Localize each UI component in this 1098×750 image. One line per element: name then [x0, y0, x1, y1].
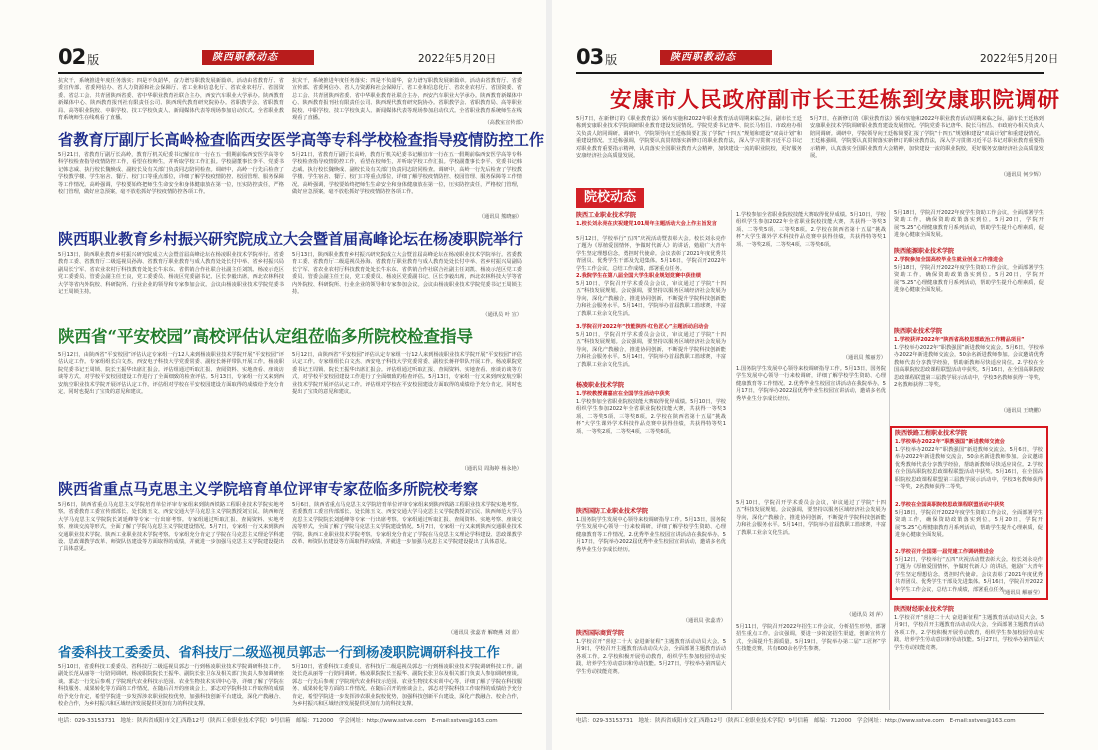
school-heading: 陕西职业技术学院 [894, 328, 943, 335]
page-number [576, 44, 616, 70]
footer-rule [576, 713, 1044, 714]
masthead: 陕西职教动态 [202, 50, 314, 65]
issue-date: 2022年5月20日 [418, 53, 497, 65]
article-text: 5月11日，学院召开2022年招生工作会议，分析招生形势，部署招生重点工作。会议强调，要进一步拓宽招生渠道，创新宣传方式，全面提升生源质量。5月19日，学院举办第二届“工匠杯”学生技能竞赛，共有600余名学生参赛。 [736, 624, 886, 653]
article-text: 5月7日，在新修订的《职业教育法》颁布实施和2022年职业教育活动周期来临之际，副市长王廷栋到安康职业技术学院调研职业教育建设发展情况。学院党委书记唐华、院长马恒昌、市政府办相关负责人陪同调研。调研中，学院领导向王廷栋简要汇报了学院“十四五”规划和建设“双高计划”和重建设情况。王廷栋强调，学院要认真贯彻落实新修订的职业教育法，深入学习贯彻习近平总书记对职业教育重要指示精神，认真落实全国职业教育大会精神，加快建设一流的职业院校，更好服务安康经济社会高质量发展。 [576, 116, 802, 159]
school-heading: 杨凌职业技术学院 [576, 382, 625, 389]
right-page [552, 0, 1098, 750]
article-text: 抗灾干，系统推进年度任务落实；四是不负韶华，奋力谱写职教发展新篇章。活动由省教育厅、省委宣传部、省委网信办、省人力资源和社会保障厅、省工业和信息化厅、省农业农村厅、省国资委、省总工会、共青团陕西省委、省中华职业教育社联合主办，西安汽车职业大学承办。陕西教育新媒体中心、陕西教育报刊社有限责任公司、陕西现代教育研究院协办。省职教学会、省职教育局、高等职业院校、中职学校、技工学校负责人、新闻媒体代表等现场参加启动仪式。全省职业教育系统师生在线观看了直播。 [58, 78, 284, 121]
header-rule [576, 72, 1044, 74]
article-text: 5月21日，省教育厅副厅长高岭，教育厅机关纪委书记解宜市一行在五一假期前临西安医学高等专科学校检查指导疫情防控工作，看望在校师生，并听取学校工作汇报。学校副董事长李平、党委书记韩志威、执行校长魏焕成、副校长及有关部门负责同志陪同检查。调研中，高岭一行先后检查了学校教学楼、学生宿舍、餐厅、校门口等重点部位，详细了解学校疫情防控、校园管理、服务保障等工作情况。高岭强调，学校要始终把师生生命安全和身体健康放在第一位，压实防控责任，严格校门管理，做好应急预案，毫不放松抓好学校疫情防控各项工作。 [292, 152, 522, 195]
school-heading: 陕西财经职业技术学院 [894, 606, 955, 613]
article-text: 5月10日，省委科技工委委员、省科技厅二级巡视员郭志一行到杨凌职业技术学院调研科技工作。副处长范从丽等一行陪同调研。杨凌职院院长王振华、副院长张卫东及相关部门负责人参加调研座谈。郭志一行先后参观了学院现代农业科技示范园、农业生物技术实训中心等，详细了解了学院在科技服务、成果转化等方面的工作情况。在随后召开的座谈会上，郭志对学院科技工作取得的成绩给予充分肯定，希望学院进一步发挥涉农职业院校优势，加强科技创新平台建设，深化产教融合、校企合作，为乡村振兴和区域经济发展提供更加有力的科技支撑。 [292, 664, 522, 707]
footer-rule [58, 713, 522, 714]
article-text: 5月10日，省委科技工委委员、省科技厅二级巡视员郭志一行到杨凌职业技术学院调研科技工作。副处长范从丽等一行陪同调研。杨凌职院院长王振华、副院长张卫东及相关部门负责人参加调研座谈。郭志一行先后参观了学院现代农业科技示范园、农业生物技术实训中心等，详细了解了学院在科技服务、成果转化等方面的工作情况。在随后召开的座谈会上，郭志对学院科技工作取得的成绩给予充分肯定，希望学院进一步发挥涉农职业院校优势，加强科技创新平台建设，深化产教融合、校企合作，为乡村振兴和区域经济发展提供更加有力的科技支撑。 [58, 664, 284, 707]
article-text: 1.学校召开“喜迎二十大 奋进新征程”主题教育活动动员大会。5月9日，学校召开主题教育活动动员大会，全面部署主题教育活动各项工作。2.学校积极开展劳动教育，组织学生参加校园劳动实践，培养学生劳动意识和劳动技能。5月27日，学校举办第四届大学生劳动技能竞赛。 [576, 639, 726, 675]
column-divider [889, 210, 890, 710]
news-item-title: 2.我院学生在第八届全国大学生职业规划竞赛中获佳绩 [576, 273, 701, 279]
article-text: 1.国务院学生发展中心领导来校调研指导工作。5月13日，国务院学生发展中心领导一行来校调研，详细了解学校学生资助、心理健康教育等工作情况。2.优秀毕业生校园宣讲活动在我院举办。5月17日，学院举办2022届优秀毕业生校园宣讲活动，邀请多名优秀毕业生分享成长经历。 [576, 517, 726, 553]
news-item-title: 1.学校获评2022年“陕西省高校思想政治工作精品项目” [894, 337, 1025, 343]
article-text: 5月13日，陕西职业教育乡村振兴研究院成立大会暨首届高峰论坛在杨凌职业技术学院举行。省委教育工委、省教育厅二级巡视员孙海、省教育厅职业教育与成人教育处处长付中举、省乡村振兴局副局长宁军、省农业农村厅科技教育处处长牛东东、省供销合作社联合社副主任刘凯、杨凌示范区党工委委员、管委会副主任王良，党工委委员、杨凌区党委副书记、区长李毅出席，西北农林科技大学等省内外院校、科研院所、行业企业的领导和专家参加会议。会议由杨凌职业技术学院党委书记王周锁主持。 [292, 252, 522, 295]
article-text: 5月12日，学校举行“五四”庆祝活动暨表彰大会。校长刘永亮作了题为《厚植爱国情怀，争做时代新人》的讲话，勉励广大青年学生坚定理想信念，勇担时代使命。会议表彰了2021年度优秀共青团员、优秀学生干部及先进集体。5月16日，学院召开2022年学生工作会议，总结工作成绩，部署重点任务。 [895, 557, 1043, 593]
article-text: 1.国务院学生发展中心领导来校调研指导工作。5月13日，国务院学生发展中心领导一行来校调研，详细了解学校学生资助、心理健康教育等工作情况。2.优秀毕业生校园宣讲活动在我院举办。5月17日，学院举办2022届优秀毕业生校园宣讲活动，邀请多名优秀毕业生分享成长经历。 [736, 366, 886, 402]
byline: （通讯员 何少辉） [1000, 172, 1044, 178]
article-text: 5月6日，陕西省重点马克思主义学院培育单位评审专家组来到陕西铁路工程职业技术学院实地考察。省委教育工委宣传部部长、处长陈玉文、西安交通大学马克思主义学院教授刘宝民、陕西师范大学马克思主义学院院长刘延峰等专家一行出席考察。专家组通过听取汇报、查阅资料、实地考察、座谈交流等形式，全面了解了学院马克思主义学院建设情况。5月7日，专家组一行又来到陕西交通职业技术学院、陕西工业职业技术学院考察。专家组充分肯定了学院在马克思主义理论学科建设、思政课教学改革、师资队伍建设等方面取得的成绩，并就进一步加强马克思主义学院建设提出了具体意见。 [292, 502, 522, 545]
article-text: 5月10日，学院召开学术委员会会议，审议通过了学院“十四五”科技发展规划。会议强调，要坚持以服务区域经济社会发展为导向，深化产教融合，推进协同创新，不断提升学院科技创新能力和社会服务水平。5月14日，学院举办首届教职工篮球赛，丰富了教职工业余文化生活。 [736, 500, 886, 536]
news-item-title: 2.学校召开全国第一届党建工作调研推进会 [895, 549, 994, 555]
byline: （通讯员 张蕊青 解晓燕 刘 蓝） [447, 630, 522, 636]
article-text: 5月13日，陕西职业教育乡村振兴研究院成立大会暨首届高峰论坛在杨凌职业技术学院举行。省委教育工委、省教育厅二级巡视员孙海、省教育厅职业教育与成人教育处处长付中举、省乡村振兴局副局长宁军、省农业农村厅科技教育处处长牛东东、省供销合作社联合社副主任刘凯、杨凌示范区党工委委员、管委会副主任王良，党工委委员、杨凌区党委副书记、区长李毅出席，西北农林科技大学等省内外院校、科研院所、行业企业的领导和专家参加会议。会议由杨凌职业技术学院党委书记王周锁主持。 [58, 252, 284, 295]
article-text: 5月18日，学院召开2022年度学生资助工作会议，全面部署学生资助工作，确保资助政策落实到位。5月20日，学院开展“5.25”心理健康教育月系列活动，帮助学生提升心理素质，促进身心健康全面发展。 [894, 210, 1044, 239]
news-item-title: 2.学院参加全国高校毕业生就业创业工作推进会 [894, 257, 1004, 263]
article-text: 5月12日，学校举行“五四”庆祝活动暨表彰大会。校长刘永亮作了题为《厚植爱国情怀，争做时代新人》的讲话，勉励广大青年学生坚定理想信念，勇担时代使命。会议表彰了2021年度优秀共青团员、优秀学生干部及先进集体。5月16日，学院召开2022年学生工作会议，总结工作成绩，部署重点任务。 [576, 236, 726, 272]
headline: 省委科技工委委员、省科技厅二级巡视员郭志一行到杨凌职院调研科技工作 [58, 645, 500, 661]
news-item-title: 1.校长刘永亮在庆祝建党101周年主题活动大会上作主旨发言 [576, 221, 717, 227]
article-text: 5月7日，在新修订的《职业教育法》颁布实施和2022年职业教育活动周期来临之际，副市长王廷栋到安康职业技术学院调研职业教育建设发展情况。学院党委书记唐华、院长马恒昌、市政府办相关负责人陪同调研。调研中，学院领导向王廷栋简要汇报了学院“十四五”规划和建设“双高计划”和重建设情况。王廷栋强调，学院要认真贯彻落实新修订的职业教育法，深入学习贯彻习近平总书记对职业教育重要指示精神，认真落实全国职业教育大会精神，加快建设一流的职业院校，更好服务安康经济社会高质量发展。 [810, 116, 1044, 159]
article-text: 抗灾干，系统推进年度任务落实；四是不负韶华，奋力谱写职教发展新篇章。活动由省教育厅、省委宣传部、省委网信办、省人力资源和社会保障厅、省工业和信息化厅、省农业农村厅、省国资委、省总工会、共青团陕西省委、省中华职业教育社联合主办，西安汽车职业大学承办。陕西教育新媒体中心、陕西教育报刊社有限责任公司、陕西现代教育研究院协办。省职教学会、省职教育局、高等职业院校、中职学校、技工学校负责人、新闻媒体代表等现场参加启动仪式。全省职业教育系统师生在线观看了直播。 [292, 78, 522, 121]
headline: 省教育厅副厅长高岭检查临西安医学高等专科学校检查指导疫情防控工作 [58, 131, 544, 149]
school-heading: 陕西工业职业技术学院 [576, 212, 637, 219]
page-number [58, 44, 98, 70]
school-heading: 陕西铁路工程职业技术学院 [895, 430, 968, 437]
byline: （通讯员 周海婷 杨永艳） [461, 466, 522, 472]
footer-contact: 电话：029-33153731 地址：陕西省咸阳市文汇西路12号（陕西工业职业技术学院）9号信箱 邮编：712000 学会网址：http://www.sstve.com E-mail:sstves@163.com [58, 718, 498, 724]
footer-contact: 电话：029-33153731 地址：陕西省咸阳市文汇西路12号（陕西工业职业技术学院）9号信箱 邮编：712000 学会网址：http://www.sstve.com E-mail:sstves@163.com [576, 718, 1016, 724]
headline: 陕西省重点马克思主义学院培育单位评审专家莅临多所院校考察 [58, 480, 479, 498]
article-text: 5月21日，省教育厅副厅长高岭，教育厅机关纪委书记解宜市一行在五一假期前临西安医学高等专科学校检查指导疫情防控工作，看望在校师生，并听取学校工作汇报。学校副董事长李平、党委书记韩志威、执行校长魏焕成、副校长及有关部门负责同志陪同检查。调研中，高岭一行先后检查了学校教学楼、学生宿舍、餐厅、校门口等重点部位，详细了解学校疫情防控、校园管理、服务保障等工作情况。高岭强调，学校要始终把师生生命安全和身体健康放在第一位，压实防控责任，严格校门管理，做好应急预案，毫不放松抓好学校疫情防控各项工作。 [58, 152, 284, 195]
news-item-title: 1.学校举办2022年“职教强国”新进教师交流会 [895, 439, 1005, 445]
byline: （通讯员 解丽莹） [999, 590, 1043, 596]
article-text: 5月10日，学院召开学术委员会会议，审议通过了学院“十四五”科技发展规划。会议强调，要坚持以服务区域经济社会发展为导向，深化产教融合，推进协同创新，不断提升学院科技创新能力和社会服务水平。5月14日，学院举办首届教职工篮球赛，丰富了教职工业余文化生活。 [576, 332, 726, 368]
article-text: 5月18日，学院召开2022年度学生资助工作会议，全面部署学生资助工作，确保资助政策落实到位。5月20日，学院开展“5.25”心理健康教育月系列活动，帮助学生提升心理素质，促进身心健康全面发展。 [894, 265, 1044, 294]
page-suffix: 版 [87, 52, 99, 67]
article-text: 5月18日，学院召开2022年度学生资助工作会议，全面部署学生资助工作，确保资助政策落实到位。5月20日，学院开展“5.25”心理健康教育月系列活动，帮助学生提升心理素质，促进身心健康全面发展。 [895, 510, 1043, 539]
byline: （通讯员 刘 萍） [846, 612, 886, 618]
news-item-title: 3.学院召开2022年“技能陕西·红色匠心”主题活动启动会 [576, 324, 709, 330]
column-divider [731, 210, 732, 710]
byline: （高教室宣传部） [484, 120, 526, 126]
page-number-value: 03 [576, 44, 604, 69]
article-text: 5月12日，由陕西省“平安校园”评估认定专家组一行12人来到杨凌职业技术学院开展“平安校园”评估认定工作。专家组组长白文杰、西安电子科技大学党委常委、副校长蒋祥带队开展工作。杨凌职院党委书记王周锁、院长王振华出席汇报会。评估组通过听取汇报、查阅资料、实地查看、座谈访谈等方式，对学校平安校园建设工作进行了全面细致的检查评估。5月13日，专家组一行又来到西安航空职业技术学院开展评估认定工作。评估组对学校在平安校园建设方面取得的成绩给予充分肯定，同时也提出了宝贵的意见和建议。 [58, 352, 284, 395]
masthead: 陕西职教动态 [660, 50, 772, 65]
article-text: 1.学校举办2022年“职教强国”新进教师交流会。5月6日，学校举办2022年新进教师交流会，50余名新进教师参加。会议邀请优秀教师代表分享教学经验，帮助新教师尽快适应岗位。2.学校在全国高职院校思政课程联盟活动中获奖。5月16日，在全国高职院校思政课程联盟第三届教学展示活动中，学校3名教师获得一等奖，2名教师获得二等奖。 [894, 345, 1044, 388]
article-text: 1.学校参加全省职业院校技能大赛取得优异成绩。5月10日，学校组织学生参加2022年全省职业院校技能大赛，共获得一等奖3项、二等奖5项、三等奖8项。2.学校在陕西省第十五届“挑战杯”大学生课外学术科技作品竞赛中获得佳绩，共获得特等奖1项、一等奖2项、二等奖4项、三等奖6项。 [736, 212, 886, 248]
school-heading: 陕西国防工业职业技术学院 [576, 508, 649, 515]
byline: （通讯员 熊晓丽） [478, 214, 522, 220]
news-item-title: 2.学校在全国高职院校思政课程联盟活动中获奖 [895, 502, 1005, 508]
article-text: 5月10日，学院召开学术委员会会议，审议通过了学院“十四五”科技发展规划。会议强调，要坚持以服务区域经济社会发展为导向，深化产教融合，推进协同创新，不断提升学院科技创新能力和社会服务水平。5月14日，学院举办首届教职工篮球赛，丰富了教职工业余文化生活。 [576, 281, 726, 317]
school-heading: 陕西国际商贸学院 [576, 630, 625, 637]
headline: 陕西省“平安校园”高校评估认定组莅临多所院校检查指导 [58, 327, 473, 346]
news-item-title: 1.学校教授谢嘉应在全国学生活动中获奖 [576, 391, 670, 397]
byline: （通讯员 王晓鹏） [1000, 408, 1044, 414]
byline: （通讯员 叶 宣） [482, 312, 522, 318]
page-lead-title: 安康市人民政府副市长王廷栋到安康职院调研 [610, 88, 1061, 113]
article-text: 5月12日，由陕西省“平安校园”评估认定专家组一行12人来到杨凌职业技术学院开展“平安校园”评估认定工作。专家组组长白文杰、西安电子科技大学党委常委、副校长蒋祥带队开展工作。杨凌职院党委书记王周锁、院长王振华出席汇报会。评估组通过听取汇报、查阅资料、实地查看、座谈访谈等方式，对学校平安校园建设工作进行了全面细致的检查评估。5月13日，专家组一行又来到西安航空职业技术学院开展评估认定工作。评估组对学校在平安校园建设方面取得的成绩给予充分肯定，同时也提出了宝贵的意见和建议。 [292, 352, 522, 395]
page-number-value: 02 [58, 44, 86, 69]
article-text: 5月6日，陕西省重点马克思主义学院培育单位评审专家组来到陕西铁路工程职业技术学院实地考察。省委教育工委宣传部部长、处长陈玉文、西安交通大学马克思主义学院教授刘宝民、陕西师范大学马克思主义学院院长刘延峰等专家一行出席考察。专家组通过听取汇报、查阅资料、实地考察、座谈交流等形式，全面了解了学院马克思主义学院建设情况。5月7日，专家组一行又来到陕西交通职业技术学院、陕西工业职业技术学院考察。专家组充分肯定了学院在马克思主义理论学科建设、思政课教学改革、师资队伍建设等方面取得的成绩，并就进一步加强马克思主义学院建设提出了具体意见。 [58, 502, 284, 553]
byline: （通讯员 张蕊青） [682, 618, 726, 624]
section-tab-school-news: 院校动态 [576, 188, 644, 208]
issue-date: 2022年5月20日 [980, 53, 1059, 65]
school-heading: 陕西能源职业技术学院 [894, 248, 955, 255]
header-rule [58, 72, 522, 74]
byline: （通讯员 熊丽芳） [842, 355, 886, 361]
left-page [0, 0, 546, 750]
article-text: 1.学校举办2022年“职教强国”新进教师交流会。5月6日，学校举办2022年新进教师交流会，50余名新进教师参加。会议邀请优秀教师代表分享教学经验，帮助新教师尽快适应岗位。2.学校在全国高职院校思政课程联盟活动中获奖。5月16日，在全国高职院校思政课程联盟第三届教学展示活动中，学校3名教师获得一等奖，2名教师获得二等奖。 [895, 447, 1043, 490]
page-suffix: 版 [605, 52, 617, 67]
headline: 陕西职业教育乡村振兴研究院成立大会暨首届高峰论坛在杨凌职院举行 [58, 230, 524, 248]
article-text: 1.学校召开“喜迎二十大 奋进新征程”主题教育活动动员大会。5月9日，学校召开主题教育活动动员大会，全面部署主题教育活动各项工作。2.学校积极开展劳动教育，组织学生参加校园劳动实践，培养学生劳动意识和劳动技能。5月27日，学校举办第四届大学生劳动技能竞赛。 [894, 615, 1044, 651]
article-text: 1.学校参加全省职业院校技能大赛取得优异成绩。5月10日，学校组织学生参加2022年全省职业院校技能大赛，共获得一等奖3项、二等奖5项、三等奖8项。2.学校在陕西省第十五届“挑战杯”大学生课外学术科技作品竞赛中获得佳绩，共获得特等奖1项、一等奖2项、二等奖4项、三等奖6项。 [576, 399, 726, 435]
